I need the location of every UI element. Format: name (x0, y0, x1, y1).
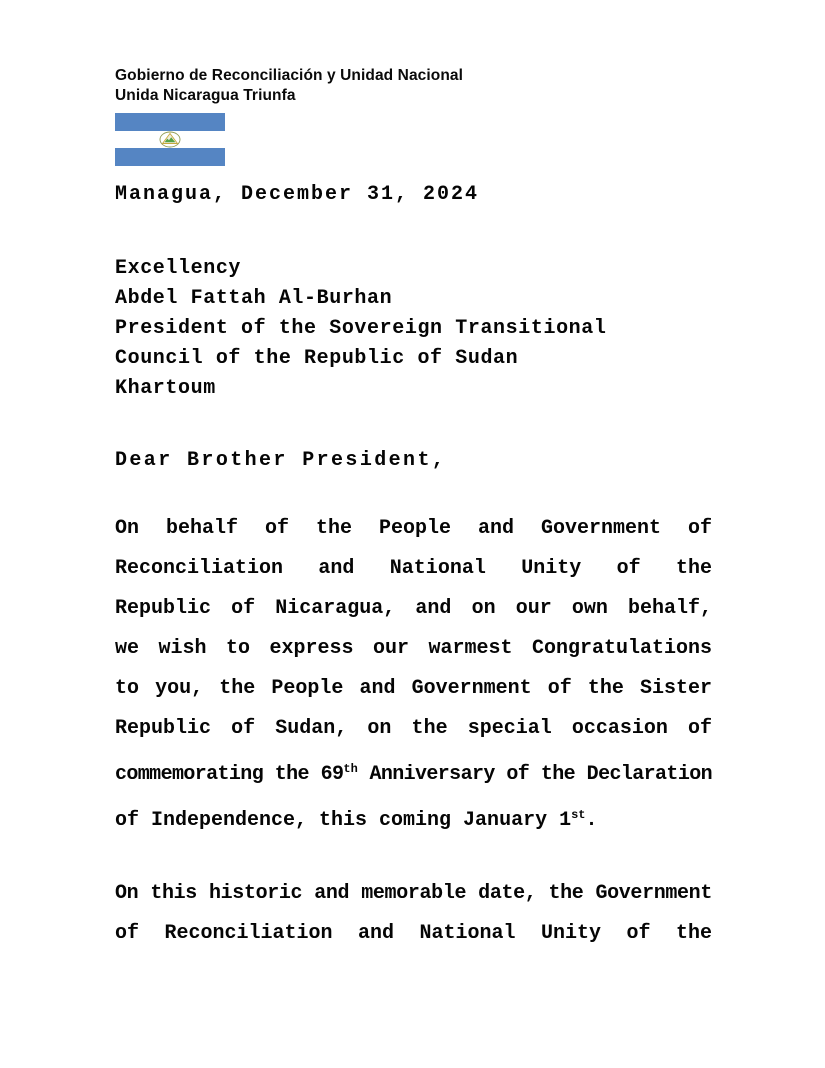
letter-line: we wish to express our warmest Congratulations (115, 637, 712, 660)
letter-line: Republic of Nicaragua, and on our own behalf, (115, 597, 712, 620)
letterhead (115, 66, 712, 166)
paragraph (115, 874, 712, 954)
letter-line: Council of the Republic of Sudan (115, 347, 519, 370)
recipient-block (115, 254, 712, 404)
letter-line: Khartoum (115, 377, 216, 400)
letter-line: of Reconciliation and National Unity of the (115, 922, 712, 945)
salutation: Dear Brother President, (115, 449, 447, 472)
letter-line: On behalf of the People and Government of (115, 517, 712, 540)
letter-line: Excellency (115, 257, 242, 280)
letter-line: commemorating the 69th Anniversary of the Declaration (115, 762, 712, 786)
letter-line: to you, the People and Government of the Sister (115, 677, 712, 700)
letter-line: Republic of Sudan, on the special occasion of (115, 717, 712, 740)
date-line: Managua, December 31, 2024 (115, 183, 480, 206)
letter-line: Reconciliation and National Unity of the (115, 557, 712, 580)
letter-line: On this historic and memorable date, the Government (115, 882, 712, 905)
date-block (115, 182, 712, 208)
letter-line: President of the Sovereign Transitional (115, 317, 607, 340)
letter-body (115, 509, 712, 954)
paragraph (115, 509, 712, 841)
nicaragua-flag-icon (115, 113, 225, 166)
letter-line: Abdel Fattah Al-Burhan (115, 287, 393, 310)
letter-line: of Independence, this coming January 1st. (115, 808, 598, 832)
salutation-block (115, 446, 712, 476)
letterhead-title: Gobierno de Reconciliación y Unidad Nacional (115, 67, 464, 84)
letterhead-motto: Unida Nicaragua Triunfa (115, 87, 296, 104)
